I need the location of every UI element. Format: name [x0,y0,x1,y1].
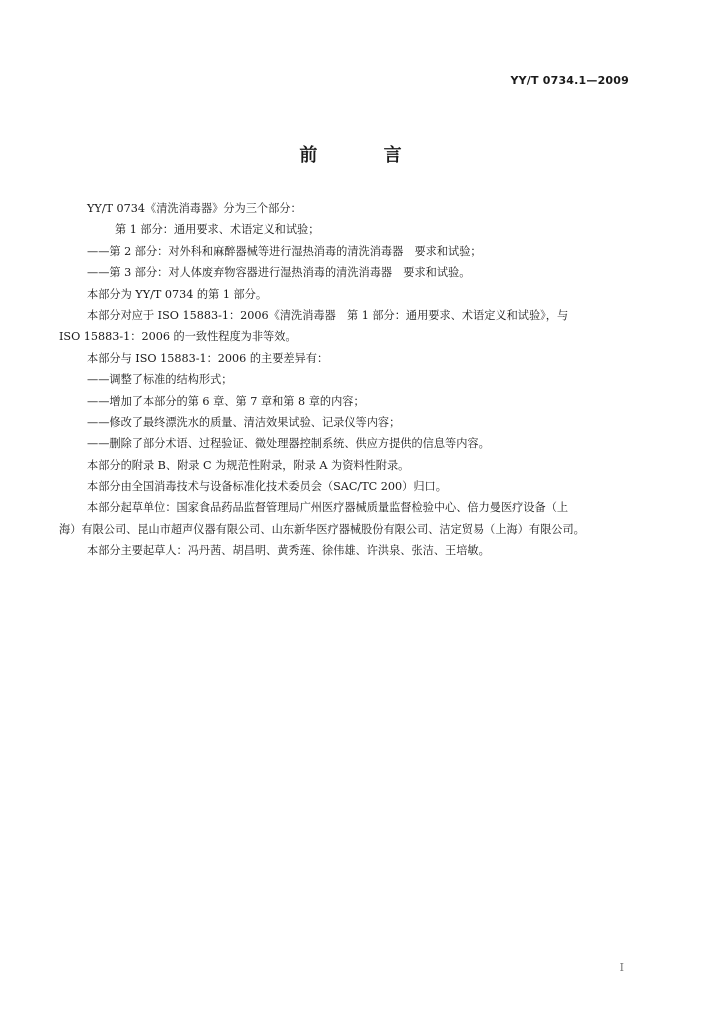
paragraph-line: ——调整了标准的结构形式； [87,373,233,387]
paragraph-line: 海）有限公司、昆山市超声仪器有限公司、山东新华医疗器械股份有限公司、洁定贸易（上海）有限公司。 [59,522,585,536]
paragraph-line: 本部分主要起草人：冯丹茜、胡昌明、黄秀莲、徐伟雄、许洪泉、张洁、王培敏。 [87,544,490,558]
paragraph-line: 本部分由全国消毒技术与设备标准化技术委员会（SAC/TC 200）归口。 [87,480,447,494]
paragraph-line: ——增加了本部分的第 6 章、第 7 章和第 8 章的内容； [87,394,365,408]
standard-code: YY/T 0734.1—2009 [510,74,629,87]
page-number: I [619,961,624,974]
paragraph-line: ——第 3 部分：对人体废弃物容器进行湿热消毒的清洗消毒器 要求和试验。 [87,266,471,280]
paragraph-line: 本部分的附录 B、附录 C 为规范性附录，附录 A 为资料性附录。 [87,458,410,472]
paragraph-line: 本部分为 YY/T 0734 的第 1 部分。 [87,287,268,301]
paragraph-line: 本部分起草单位：国家食品药品监督管理局广州医疗器械质量监督检验中心、倍力曼医疗设备（上 [87,501,569,515]
paragraph-line: ISO 15883-1：2006 的一致性程度为非等效。 [59,330,297,344]
paragraph-line: YY/T 0734《清洗消毒器》分为三个部分： [87,202,302,215]
paragraph-line: 本部分对应于 ISO 15883-1：2006《清洗消毒器 第 1 部分：通用要求、术语定义和试验》，与 [87,308,569,322]
page-title: 前 言 [299,145,432,166]
paragraph-line: ——删除了部分术语、过程验证、微处理器控制系统、供应方提供的信息等内容。 [87,437,490,451]
foreword-body [59,198,645,562]
paragraph-line: 第 1 部分：通用要求、术语定义和试验； [115,223,320,237]
paragraph-line: ——第 2 部分：对外科和麻醉器械等进行湿热消毒的清洗消毒器 要求和试验； [87,244,482,258]
paragraph-line: 本部分与 ISO 15883-1：2006 的主要差异有： [87,351,329,365]
paragraph-line: ——修改了最终漂洗水的质量、清洁效果试验、记录仪等内容； [87,415,401,429]
